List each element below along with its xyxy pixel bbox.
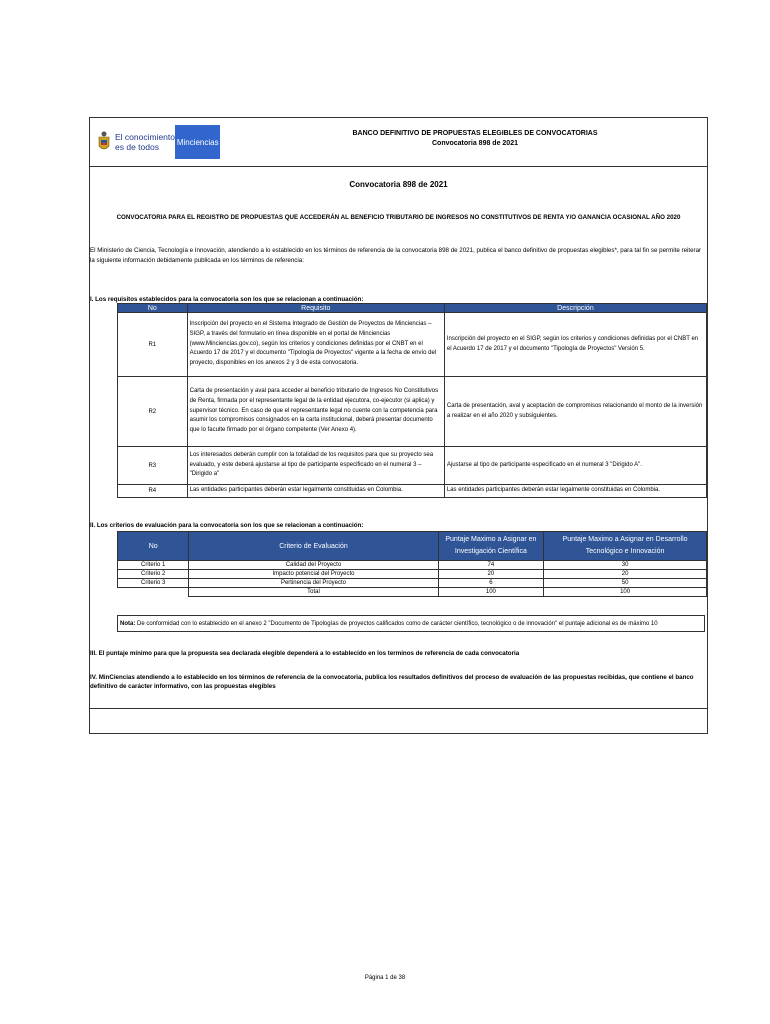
criteria-note xyxy=(117,615,705,632)
logo-brand: Minciencias xyxy=(175,125,220,159)
req-text: Los interesados deberán cumplir con la totalidad de los requisitos para que su proyecto sea evaluado, y este deberá ajustarse al tipo de participante especificado en el numeral 3 – "Dirigido a" xyxy=(187,447,444,485)
table-header-row xyxy=(118,532,707,561)
crit-inv: 20 xyxy=(438,570,544,579)
total-label: Total xyxy=(189,588,438,597)
total-row xyxy=(118,588,707,597)
crit-no: Criterio 1 xyxy=(118,561,189,570)
req-id: R1 xyxy=(118,313,188,377)
req-id: R4 xyxy=(118,485,188,498)
criteria-table xyxy=(117,531,707,597)
col-no-header: No xyxy=(118,304,188,313)
header-title-block xyxy=(330,129,620,149)
col-inv-header: Puntaje Maximo a Asignar en Investigación Científica xyxy=(438,532,544,561)
blank-row xyxy=(90,708,707,735)
req-text: Carta de presentación y aval para acceder al beneficio tributario de Ingresos No Constitutivos de Renta, firmada por el representante legal de la entidad ejecutora, co-ejecutor (si aplica) y supervisor técnico. En caso de que el representante legal no cuente con la competencia para asumir los compromisos consignados en la carta institucional, deberá presentar documento que lo faculte firmado por el órgano competente (Ver Anexo 4). xyxy=(187,377,444,447)
crit-no: Criterio 3 xyxy=(118,579,189,588)
req-text: Inscripción del proyecto en el Sistema Integrado de Gestión de Proyectos de Minciencias – SIGP, a través del formulario en línea disponible en el portal de Minciencias (www.Minciencias.gov.co), según los criterios y condiciones definidas por el CNBT en el Acuerdo 17 de 2017 y el documento "Tipología de Proyectos" vigente a la fecha de envío del proyecto, disponibles en los anexos 2 y 3 de esta convocatoria. xyxy=(187,313,444,377)
section3-text: III. El puntaje mínimo para que la propuesta sea declarada elegible dependerá a lo establecido en los terminos de referencia de cada convocatoria xyxy=(90,650,520,657)
page-footer: Página 1 de 38 xyxy=(364,975,406,981)
note-text: De conformidad con lo establecido en el anexo 2 "Documento de Tipologías de proyectos calificados como de carácter científico, tecnológico o de innovación" el puntaje adicional es de máximo 10 xyxy=(135,621,658,627)
section4-text: IV. MinCiencias atendiendo a lo establecido en los términos de referencia de la convocatoria, publica los resultados definitivos del proceso de evaluación de las propuestas recibidas, que contiene el banco definitivo de carácter informativo, con las propuestas elegibles xyxy=(90,674,694,690)
req-desc: Inscripción del proyecto en el SIGP, según los criterios y condiciones definidas por el CNBT en el Acuerdo 17 de 2017 y el documento "Tipología de Proyectos" Versión 5. xyxy=(444,313,706,377)
convocatoria-subtitle: CONVOCATORIA PARA EL REGISTRO DE PROPUESTAS QUE ACCEDERÁN AL BENEFICIO TRIBUTARIO DE INGRESOS NO CONSTITUTIVOS DE RENTA Y/O GANANCIA OCASIONAL AÑO 2020 xyxy=(116,214,681,221)
crit-name: Pertinencia del Proyecto xyxy=(189,579,438,588)
section2-heading: II. Los criterios de evaluación para la convocatoria son los que se relacionan a continuación: xyxy=(90,522,364,529)
col-crit-header: Criterio de Evaluación xyxy=(189,532,438,561)
table-row xyxy=(118,447,707,485)
section1-heading: I. Los requisitos establecidos para la convocatoria son los que se relacionan a continuación: xyxy=(90,296,364,303)
crit-no: Criterio 2 xyxy=(118,570,189,579)
crit-des: 20 xyxy=(544,570,707,579)
col-req-header: Requisito xyxy=(187,304,444,313)
col-desc-header: Descripción xyxy=(444,304,706,313)
table-row xyxy=(118,570,707,579)
table-header-row xyxy=(118,304,707,313)
table-row xyxy=(118,313,707,377)
logo-text-line2: es de todos xyxy=(115,142,159,152)
requirements-table xyxy=(117,303,707,498)
crit-inv: 74 xyxy=(438,561,544,570)
table-row xyxy=(118,579,707,588)
logo-text-line1: El conocimiento xyxy=(115,132,176,142)
total-des: 100 xyxy=(544,588,707,597)
crit-des: 50 xyxy=(544,579,707,588)
crit-name: Impacto potencial del Proyecto xyxy=(189,570,438,579)
convocatoria-title: Convocatoria 898 de 2021 xyxy=(349,180,448,189)
header-title: BANCO DEFINITIVO DE PROPUESTAS ELEGIBLES DE CONVOCATORIAS xyxy=(352,130,598,137)
intro-paragraph: El Ministerio de Ciencia, Tecnología e Innovación, atendiendo a lo establecido en los términos de referencia de la convocatoria 898 de 2021, publica el banco definitivo de propuestas elegibles*, para tal fin se permite reiterar la siguiente información debidamente publicada en los términos de referencia: xyxy=(90,247,702,264)
table-row xyxy=(118,377,707,447)
col-no-header: No xyxy=(118,532,189,561)
req-desc: Ajustarse al tipo de participante especificado en el numeral 3 "Dirigido A". xyxy=(444,447,706,485)
table-row xyxy=(118,561,707,570)
coat-of-arms-icon xyxy=(96,129,112,155)
crit-name: Calidad del Proyecto xyxy=(189,561,438,570)
req-desc: Carta de presentación, aval y aceptación de compromisos relacionando el monto de la inversión a realizar en el año 2020 y subsiguientes. xyxy=(444,377,706,447)
header-subtitle: Convocatoria 898 de 2021 xyxy=(432,140,518,147)
header-row xyxy=(90,118,707,167)
table-row xyxy=(118,485,707,498)
req-desc: Las entidades participantes deberán estar legalmente constituidas en Colombia. xyxy=(444,485,706,498)
document-frame xyxy=(89,117,708,734)
req-id: R3 xyxy=(118,447,188,485)
minciencias-logo xyxy=(94,125,220,159)
crit-des: 30 xyxy=(544,561,707,570)
req-text: Las entidades participantes deberán estar legalmente constituidas en Colombia. xyxy=(187,485,444,498)
crit-inv: 6 xyxy=(438,579,544,588)
req-id: R2 xyxy=(118,377,188,447)
total-inv: 100 xyxy=(438,588,544,597)
col-des-header: Puntaje Maximo a Asignar en Desarrollo Tecnológico e Innovación xyxy=(544,532,707,561)
note-label: Nota: xyxy=(120,621,136,627)
